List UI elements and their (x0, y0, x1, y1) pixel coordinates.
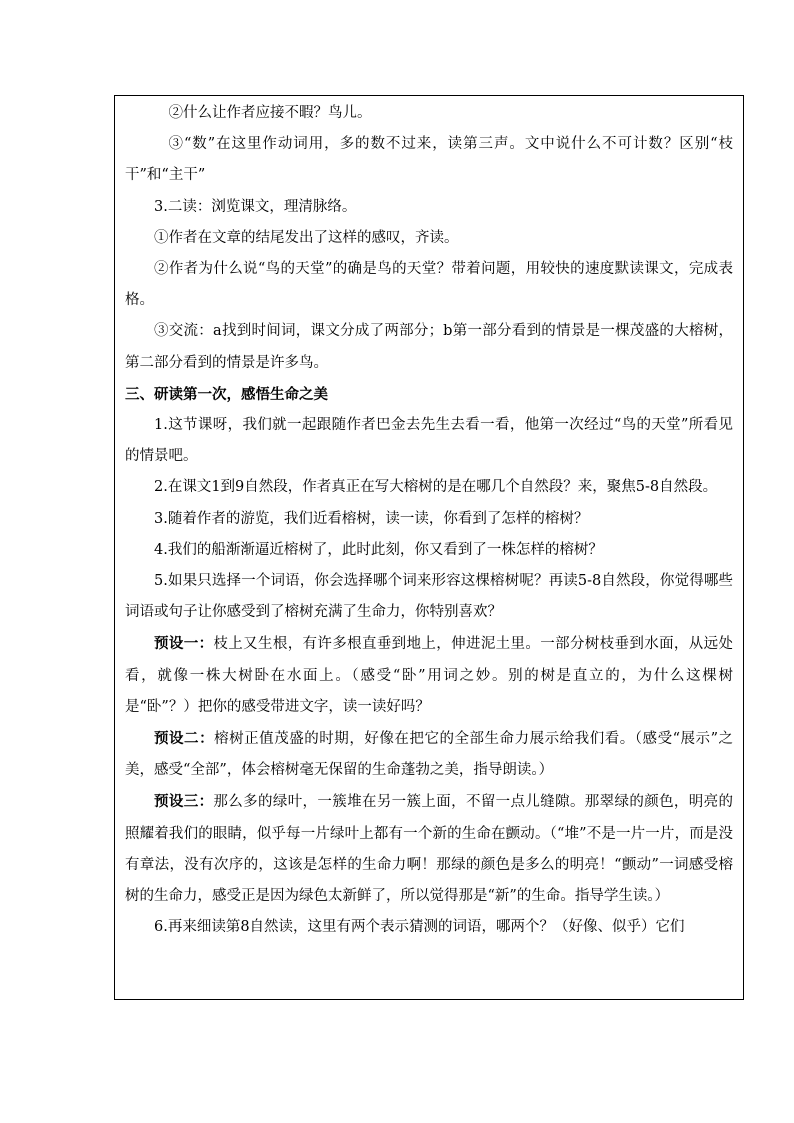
preset-paragraph (125, 628, 733, 723)
text-line: ②什么让作者应接不暇？鸟儿。 (168, 105, 372, 121)
text-line: 2.在课文1到9自然段，作者真正在写大榕树的是在哪几个自然段？来，聚焦5-8自然段。 (154, 479, 718, 496)
table-cell-frame (114, 95, 744, 1000)
text-line: ③交流：a找到时间词，课文分成了两部分；b第一部分看到的情景是一棵茂盛的大榕树，第二部分看到的情景是许多鸟。 (125, 323, 733, 371)
lesson-content (115, 96, 743, 999)
preset-text: 榕树正值茂盛的时期，好像在把它的全部生命力展示给我们看。（感受“展示”之美，感受“全部”，体会榕树毫无保留的生命蓬勃之美，指导朗读。） (125, 731, 734, 779)
preset-text: 枝上又生根，有许多根直垂到地上，伸进泥土里。一部分树枝垂到水面，从远处看，就像一株大树卧在水面上。（感受“卧”用词之妙。别的树是直立的，为什么这棵树是“卧”？）把你的感受带进文字，读一读好吗？ (125, 636, 733, 715)
text-line: ②作者为什么说“鸟的天堂”的确是鸟的天堂？带着问题，用较快的速度默读课文，完成表格。 (125, 261, 733, 309)
text-line: ①作者在文章的结尾发出了这样的感叹，齐读。 (154, 229, 459, 246)
text-line: ③“数”在这里作动词用，多的数不过来，读第三声。文中说什么不可计数？区别“枝干”和“主干” (125, 136, 733, 184)
text-line: 3.二读：浏览课文，理清脉络。 (154, 198, 357, 215)
preset-label: 预设一： (154, 635, 214, 653)
text-line: 4.我们的船渐渐逼近榕树了，此时此刻，你又看到了一株怎样的榕树？ (154, 541, 603, 558)
preset-label: 预设二： (154, 730, 215, 748)
preset-paragraph (125, 786, 733, 912)
preset-label: 预设三： (154, 793, 214, 811)
section-heading: 三、研读第一次，感悟生命之美 (125, 385, 328, 403)
preset-text: 那么多的绿叶，一簇堆在另一簇上面，不留一点儿缝隙。那翠绿的颜色，明亮的照耀着我们的眼睛，似乎每一片绿叶上都有一个新的生命在颤动。（“堆”不是一片一片，而是没有章法，没有次序的，这该是怎样的生命力啊！那绿的颜色是多么的明亮！“颤动”一词感受榕树的生命力，感受正是因为绿色太新鲜了，所以觉得那是“新”的生命。指导学生读。） (125, 794, 733, 905)
text-line: 1.这节课呀，我们就一起跟随作者巴金去先生去看一看，他第一次经过“鸟的天堂”所看见的情景吧。 (125, 417, 733, 465)
text-line: 5.如果只选择一个词语，你会选择哪个词来形容这棵榕树呢？再读5-8自然段，你觉得哪些词语或句子让你感受到了榕树充满了生命力，你特别喜欢？ (125, 573, 733, 621)
text-line: 3.随着作者的游览，我们近看榕树，读一读，你看到了怎样的榕树？ (154, 510, 589, 527)
preset-paragraph (125, 723, 733, 786)
text-line: 6.再来细读第8自然读，这里有两个表示猜测的词语，哪两个？（好像、似乎）它们 (154, 919, 685, 936)
